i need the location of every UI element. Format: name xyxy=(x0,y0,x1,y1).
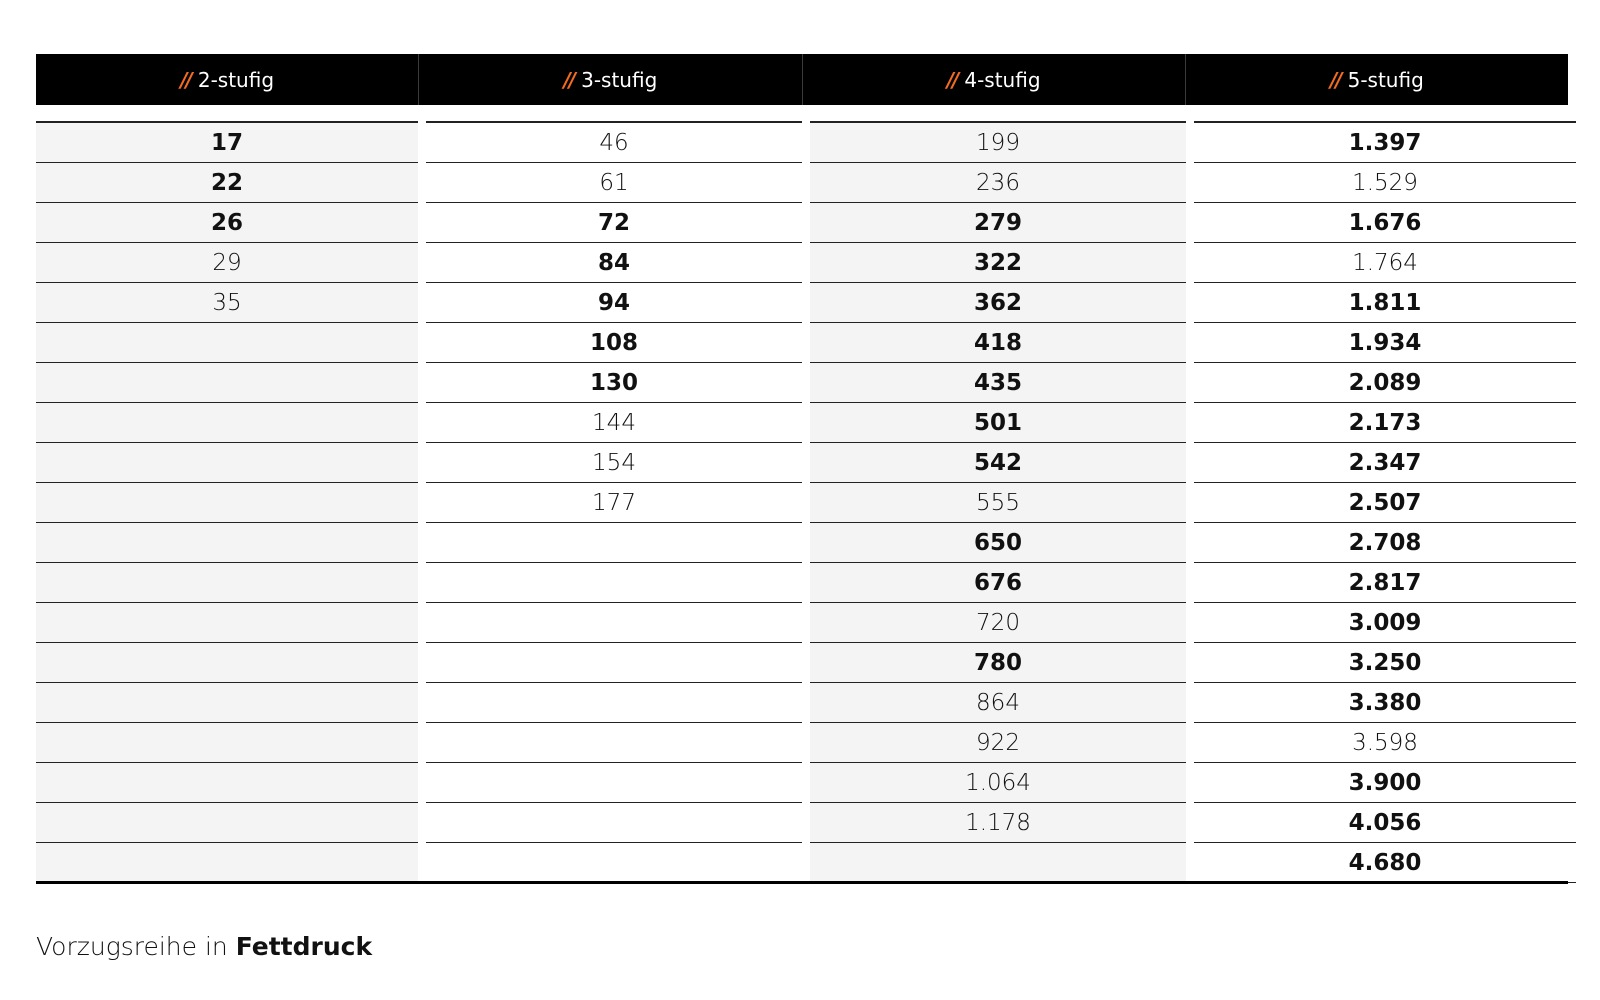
table-cell xyxy=(426,843,802,883)
column-3-stufig xyxy=(426,121,802,883)
table-cell xyxy=(36,803,418,843)
table-cell: 720 xyxy=(810,603,1186,643)
column-5-stufig xyxy=(1194,121,1576,883)
table-cell: 46 xyxy=(426,123,802,163)
double-slash-icon: // xyxy=(946,67,958,92)
table-cell: 864 xyxy=(810,683,1186,723)
table-cell xyxy=(36,563,418,603)
table-cell: 1.178 xyxy=(810,803,1186,843)
table-cell: 1.764 xyxy=(1194,243,1576,283)
table-cell: 2.089 xyxy=(1194,363,1576,403)
column-header-label: 4-stufig xyxy=(964,67,1041,92)
table-cell: 676 xyxy=(810,563,1186,603)
table-body xyxy=(36,121,1568,883)
table-cell: 780 xyxy=(810,643,1186,683)
table-cell: 3.009 xyxy=(1194,603,1576,643)
table-cell: 322 xyxy=(810,243,1186,283)
table-cell: 84 xyxy=(426,243,802,283)
table-cell: 22 xyxy=(36,163,418,203)
table-cell xyxy=(36,403,418,443)
table-cell: 542 xyxy=(810,443,1186,483)
table-cell xyxy=(36,723,418,763)
table-cell: 2.173 xyxy=(1194,403,1576,443)
table-cell xyxy=(36,523,418,563)
double-slash-icon: // xyxy=(180,67,191,92)
table-cell xyxy=(810,843,1186,883)
table-cell xyxy=(36,483,418,523)
table-cell xyxy=(36,763,418,803)
table-cell: 279 xyxy=(810,203,1186,243)
table-cell xyxy=(426,723,802,763)
table-cell: 1.064 xyxy=(810,763,1186,803)
table-cell: 501 xyxy=(810,403,1186,443)
footnote-text: Vorzugsreihe in xyxy=(36,932,236,961)
table-cell xyxy=(426,683,802,723)
table-cell: 2.507 xyxy=(1194,483,1576,523)
column-2-stufig xyxy=(36,121,418,883)
table-cell: 3.900 xyxy=(1194,763,1576,803)
table-cell: 4.680 xyxy=(1194,843,1576,883)
table-cell xyxy=(426,763,802,803)
double-slash-icon: // xyxy=(563,67,575,92)
table-cell: 154 xyxy=(426,443,802,483)
table-cell: 1.811 xyxy=(1194,283,1576,323)
table-cell xyxy=(426,803,802,843)
table-cell: 199 xyxy=(810,123,1186,163)
table-bottom-rule xyxy=(36,881,1568,884)
table-cell xyxy=(36,603,418,643)
table-cell xyxy=(36,443,418,483)
table-cell: 922 xyxy=(810,723,1186,763)
table-cell xyxy=(36,323,418,363)
column-4-stufig xyxy=(810,121,1186,883)
column-header-3-stufig xyxy=(419,54,802,105)
table-cell: 177 xyxy=(426,483,802,523)
column-header-5-stufig xyxy=(1186,54,1568,105)
table-cell: 650 xyxy=(810,523,1186,563)
table-cell: 144 xyxy=(426,403,802,443)
table-cell: 3.250 xyxy=(1194,643,1576,683)
table-cell: 130 xyxy=(426,363,802,403)
table-cell: 4.056 xyxy=(1194,803,1576,843)
table-cell: 26 xyxy=(36,203,418,243)
table-cell xyxy=(426,563,802,603)
table-cell: 29 xyxy=(36,243,418,283)
table-cell xyxy=(36,643,418,683)
table-cell: 72 xyxy=(426,203,802,243)
table-cell: 35 xyxy=(36,283,418,323)
column-header-2-stufig xyxy=(36,54,419,105)
column-header-4-stufig xyxy=(803,54,1186,105)
table-cell xyxy=(36,843,418,883)
table-cell: 17 xyxy=(36,123,418,163)
table-cell: 1.934 xyxy=(1194,323,1576,363)
table-cell: 2.347 xyxy=(1194,443,1576,483)
table-cell: 1.529 xyxy=(1194,163,1576,203)
table-cell: 2.708 xyxy=(1194,523,1576,563)
table-cell: 418 xyxy=(810,323,1186,363)
table-cell: 94 xyxy=(426,283,802,323)
stage-table xyxy=(36,54,1568,884)
table-cell: 555 xyxy=(810,483,1186,523)
column-header-label: 2-stufig xyxy=(197,67,275,92)
table-cell xyxy=(36,683,418,723)
table-cell: 61 xyxy=(426,163,802,203)
double-slash-icon: // xyxy=(1329,67,1341,92)
footnote xyxy=(36,932,372,961)
table-cell: 108 xyxy=(426,323,802,363)
table-header xyxy=(36,54,1568,105)
column-header-label: 3-stufig xyxy=(581,67,658,92)
table-cell xyxy=(426,523,802,563)
table-cell: 236 xyxy=(810,163,1186,203)
table-cell: 3.380 xyxy=(1194,683,1576,723)
table-cell: 435 xyxy=(810,363,1186,403)
table-cell xyxy=(426,603,802,643)
table-cell: 3.598 xyxy=(1194,723,1576,763)
table-cell: 362 xyxy=(810,283,1186,323)
table-cell: 1.397 xyxy=(1194,123,1576,163)
table-cell xyxy=(36,363,418,403)
table-cell xyxy=(426,643,802,683)
footnote-bold-text: Fettdruck xyxy=(235,932,373,961)
table-cell: 1.676 xyxy=(1194,203,1576,243)
table-cell: 2.817 xyxy=(1194,563,1576,603)
column-header-label: 5-stufig xyxy=(1347,67,1424,92)
